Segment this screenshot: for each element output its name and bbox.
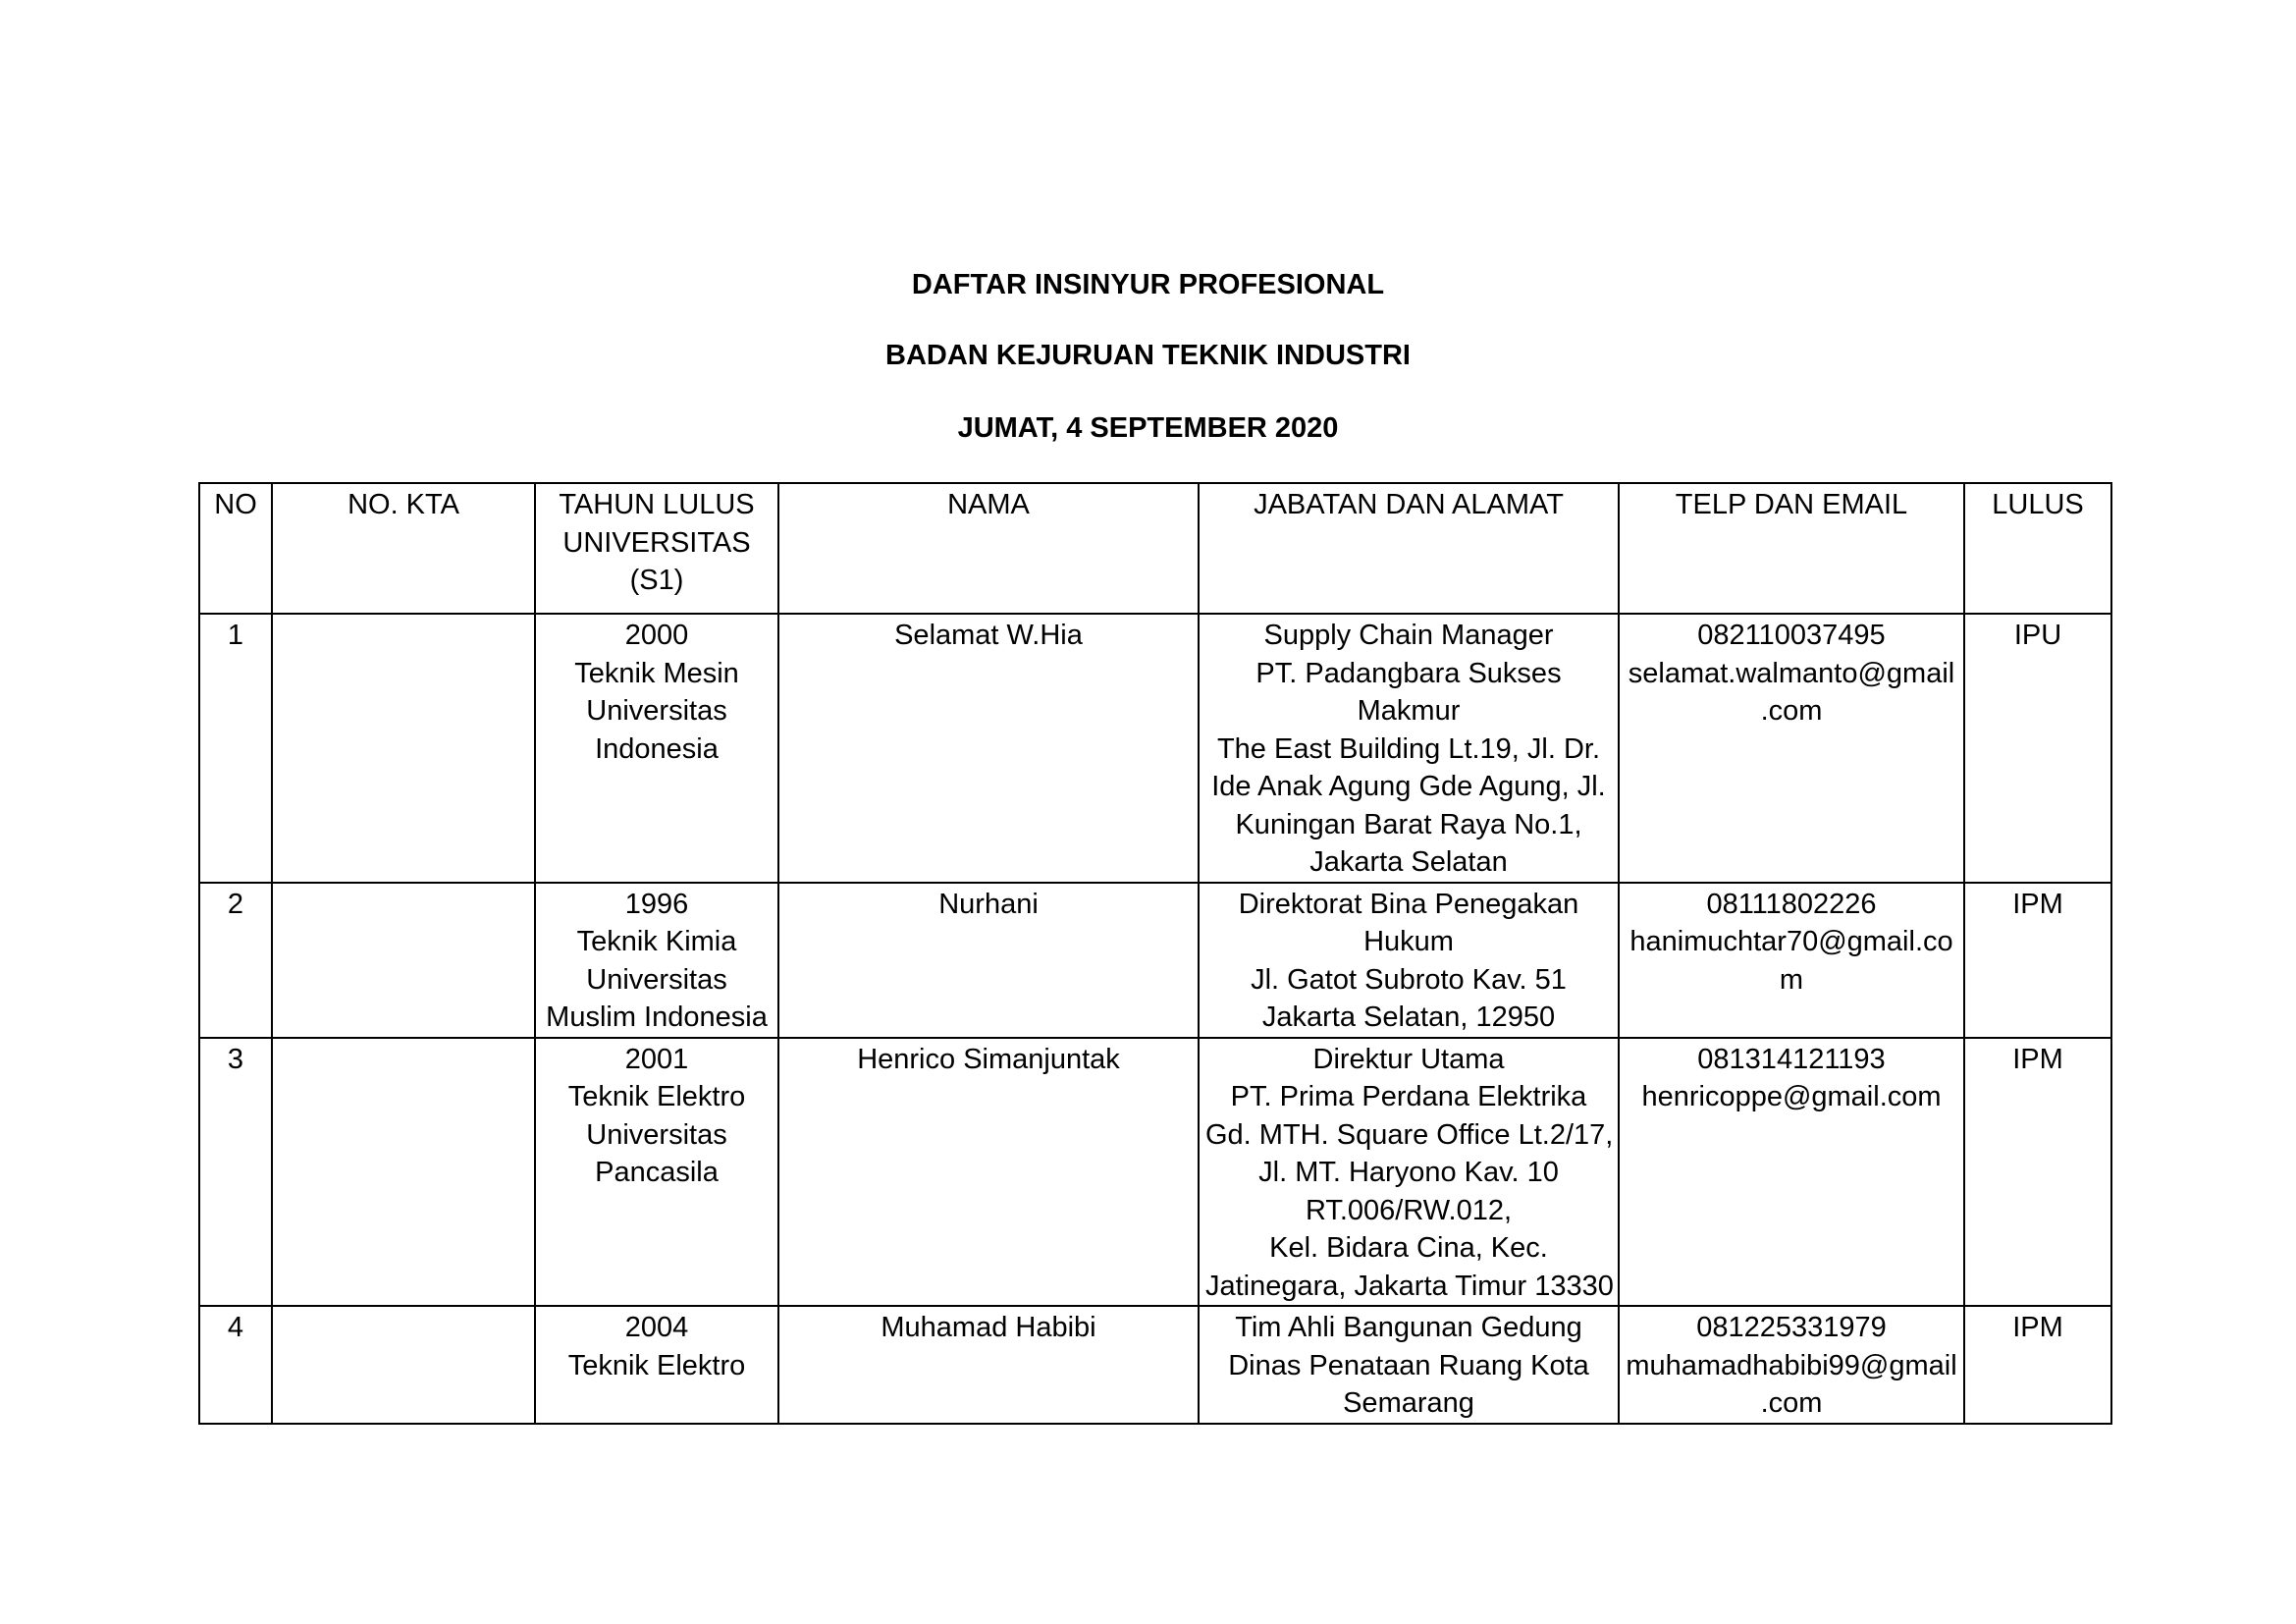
cell-no: 3 — [199, 1038, 272, 1307]
header-line: UNIVERSITAS — [562, 526, 751, 559]
document-title: DAFTAR INSINYUR PROFESIONAL — [911, 269, 1385, 300]
cell-line: Tim Ahli Bangunan Gedung — [1235, 1312, 1582, 1343]
column-header-jabatan: JABATAN DAN ALAMAT — [1199, 483, 1619, 614]
cell-line: Teknik Mesin — [574, 657, 739, 689]
cell-line: PT. Padangbara Sukses — [1255, 657, 1562, 689]
cell-line: Ide Anak Agung Gde Agung, Jl. — [1211, 771, 1606, 802]
column-header-nama: NAMA — [778, 483, 1199, 614]
cell-kta — [272, 1306, 535, 1424]
cell-line: Jl. MT. Haryono Kav. 10 — [1258, 1157, 1559, 1188]
cell-line: PT. Prima Perdana Elektrika — [1230, 1081, 1587, 1112]
table-row — [199, 1038, 2111, 1307]
cell-line: Jakarta Selatan — [1309, 846, 1508, 878]
cell-line: selamat.walmanto@gmail — [1628, 657, 1955, 689]
cell-line: Universitas — [586, 695, 727, 727]
cell-line: 081225331979 — [1696, 1312, 1887, 1343]
cell-line: RT.006/RW.012, — [1305, 1194, 1513, 1226]
cell-line: henricoppe@gmail.com — [1641, 1081, 1942, 1112]
cell-kta — [272, 883, 535, 1038]
cell-kta — [272, 1038, 535, 1307]
cell-line: Indonesia — [595, 732, 719, 765]
cell-line: 2001 — [624, 1043, 689, 1075]
cell-kta — [272, 614, 535, 883]
cell-tahun-lulus — [535, 614, 778, 883]
cell-telp — [1619, 614, 1964, 883]
cell-line: Direktorat Bina Penegakan — [1238, 888, 1579, 920]
cell-tahun-lulus — [535, 1038, 778, 1307]
cell-line: Teknik Kimia — [576, 926, 737, 957]
cell-line: Jl. Gatot Subroto Kav. 51 — [1251, 963, 1567, 996]
table-header-row — [199, 483, 2111, 614]
cell-no: 1 — [199, 614, 272, 883]
cell-line: Hukum — [1363, 926, 1454, 957]
document-date: JUMAT, 4 SEPTEMBER 2020 — [957, 412, 1339, 444]
cell-nama: Nurhani — [778, 883, 1199, 1038]
document-subtitle: BADAN KEJURUAN TEKNIK INDUSTRI — [885, 340, 1411, 371]
column-header-telp: TELP DAN EMAIL — [1619, 483, 1964, 614]
cell-line: Teknik Elektro — [567, 1349, 746, 1381]
cell-jabatan — [1199, 1038, 1619, 1307]
cell-lulus: IPM — [1964, 1038, 2111, 1307]
cell-line: Universitas — [586, 1118, 727, 1151]
cell-line: Universitas — [586, 963, 727, 996]
cell-telp — [1619, 883, 1964, 1038]
cell-line: Teknik Elektro — [567, 1081, 746, 1112]
table-row — [199, 1306, 2111, 1424]
cell-line: 2000 — [624, 620, 689, 651]
cell-jabatan — [1199, 1306, 1619, 1424]
cell-line: Supply Chain Manager — [1263, 620, 1554, 651]
header-line: TAHUN LULUS — [559, 489, 755, 520]
cell-telp — [1619, 1038, 1964, 1307]
cell-no: 2 — [199, 883, 272, 1038]
column-header-no: NO — [199, 483, 272, 614]
cell-jabatan — [1199, 614, 1619, 883]
cell-lulus: IPM — [1964, 1306, 2111, 1424]
cell-line: 08111802226 — [1706, 888, 1877, 920]
header-line: (S1) — [629, 565, 684, 596]
cell-line: Gd. MTH. Square Office Lt.2/17, — [1205, 1118, 1614, 1151]
table-row — [199, 883, 2111, 1038]
engineer-list-table — [198, 482, 2112, 1425]
cell-line: The East Building Lt.19, Jl. Dr. — [1216, 732, 1601, 765]
cell-line: Jatinegara, Jakarta Timur 13330 — [1205, 1270, 1614, 1302]
cell-lulus: IPM — [1964, 883, 2111, 1038]
cell-line: 1996 — [624, 888, 689, 920]
cell-line: Jakarta Selatan, 12950 — [1261, 1001, 1556, 1033]
cell-line: Makmur — [1357, 695, 1461, 727]
cell-nama: Muhamad Habibi — [778, 1306, 1199, 1424]
cell-line: m — [1779, 963, 1804, 996]
cell-line: Direktur Utama — [1312, 1043, 1505, 1075]
cell-line: Kuningan Barat Raya No.1, — [1235, 808, 1582, 840]
cell-line: 2004 — [624, 1312, 689, 1343]
cell-line: Semarang — [1343, 1387, 1474, 1419]
cell-line: Dinas Penataan Ruang Kota — [1228, 1349, 1589, 1381]
cell-line: Pancasila — [595, 1157, 719, 1188]
cell-line: .com — [1760, 1387, 1823, 1419]
cell-line: hanimuchtar70@gmail.co — [1629, 926, 1953, 957]
cell-line: .com — [1760, 695, 1823, 727]
cell-jabatan — [1199, 883, 1619, 1038]
column-header-lulus: LULUS — [1964, 483, 2111, 614]
cell-nama: Selamat W.Hia — [778, 614, 1199, 883]
cell-line: muhamadhabibi99@gmail — [1626, 1349, 1957, 1381]
cell-line: Muslim Indonesia — [546, 1001, 768, 1033]
cell-line: 082110037495 — [1697, 620, 1886, 651]
table-row — [199, 614, 2111, 883]
cell-tahun-lulus — [535, 1306, 778, 1424]
cell-line: 081314121193 — [1697, 1043, 1886, 1075]
column-header-tahun-lulus — [535, 483, 778, 614]
cell-lulus: IPU — [1964, 614, 2111, 883]
cell-tahun-lulus — [535, 883, 778, 1038]
column-header-kta: NO. KTA — [272, 483, 535, 614]
cell-nama: Henrico Simanjuntak — [778, 1038, 1199, 1307]
cell-no: 4 — [199, 1306, 272, 1424]
cell-telp — [1619, 1306, 1964, 1424]
cell-line: Kel. Bidara Cina, Kec. — [1269, 1232, 1548, 1264]
